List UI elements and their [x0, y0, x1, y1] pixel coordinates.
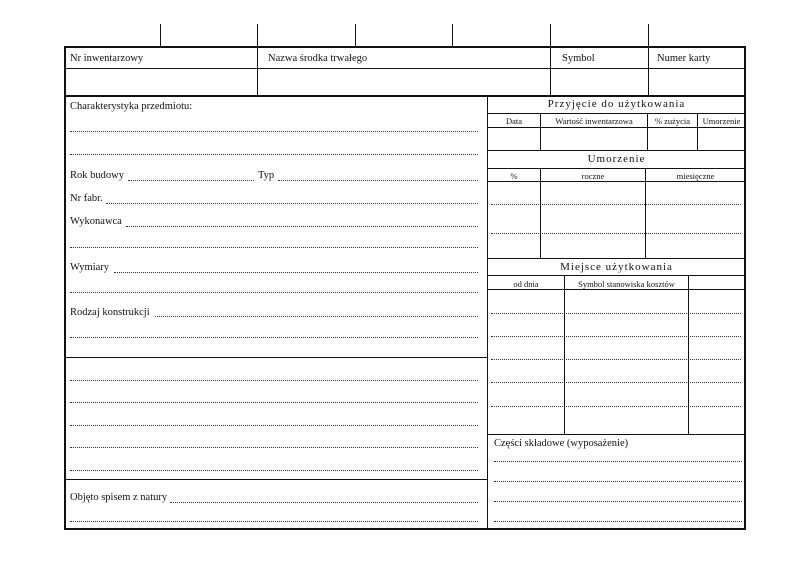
location-col-divider: [688, 275, 689, 434]
characteristics-line[interactable]: [70, 154, 478, 155]
asset-name-label: Nazwa środka trwałego: [268, 53, 368, 64]
location-col-from-date: od dnia: [513, 279, 539, 289]
notes-line[interactable]: [70, 470, 478, 471]
top-tick: [355, 24, 356, 46]
location-title-line: [488, 275, 745, 276]
acceptance-col-value: Wartość inwentarzowa: [555, 116, 633, 126]
top-tick: [257, 24, 258, 46]
components-line[interactable]: [494, 501, 742, 502]
construction-type-label: Rodzaj konstrukcji: [70, 307, 150, 318]
acceptance-date-field[interactable]: [489, 128, 539, 149]
top-tick: [550, 24, 551, 46]
location-row-line[interactable]: [491, 336, 741, 337]
construction-type-line[interactable]: [70, 337, 478, 338]
location-row-line[interactable]: [491, 406, 741, 407]
symbol-field[interactable]: [551, 69, 647, 94]
dimensions-field[interactable]: [114, 272, 478, 273]
dimensions-line[interactable]: [70, 292, 478, 293]
depreciation-row-line[interactable]: [491, 233, 741, 234]
depreciation-header-line: [488, 181, 745, 182]
inventory-footer-field[interactable]: [170, 502, 478, 503]
acceptance-title-line: [488, 113, 745, 114]
depreciation-bottom: [488, 258, 745, 259]
symbol-label: Symbol: [562, 53, 595, 64]
contractor-line[interactable]: [70, 247, 478, 248]
notes-line[interactable]: [70, 447, 478, 448]
components-line[interactable]: [494, 481, 742, 482]
location-row-line[interactable]: [491, 382, 741, 383]
components-label: Części składowe (wyposażenie): [494, 438, 629, 449]
depreciation-col-divider: [645, 168, 646, 258]
asset-name-field[interactable]: [258, 69, 549, 94]
location-title: Miejsce użytkowania: [560, 261, 673, 273]
acceptance-col-wear: % zużycia: [654, 116, 691, 126]
factory-no-label: Nr fabr.: [70, 193, 103, 204]
location-col-divider: [564, 275, 565, 434]
acceptance-bottom: [488, 150, 745, 151]
top-tick: [648, 24, 649, 46]
top-tick: [160, 24, 161, 46]
type-label: Typ: [258, 170, 275, 181]
inventory-no-field[interactable]: [66, 69, 256, 94]
construction-type-field[interactable]: [155, 316, 478, 317]
location-bottom: [488, 434, 745, 435]
depreciation-col-percent: %: [510, 171, 518, 181]
factory-no-field[interactable]: [106, 203, 478, 204]
acceptance-col-depreciation: Umorzenie: [702, 116, 741, 126]
depreciation-col-monthly: miesięczne: [676, 171, 715, 181]
acceptance-wear-field[interactable]: [648, 128, 696, 149]
header-bottom: [65, 95, 745, 97]
location-col-cost-symbol: Symbol stanowiska kosztów: [578, 279, 675, 289]
depreciation-title: Umorzenie: [587, 153, 646, 165]
characteristics-label: Charakterystyka przedmiotu:: [70, 101, 193, 112]
top-tick: [452, 24, 453, 46]
left-footer-divider: [65, 479, 487, 480]
dimensions-label: Wymiary: [70, 262, 110, 273]
year-built-label: Rok budowy: [70, 170, 124, 181]
notes-line[interactable]: [70, 380, 478, 381]
depreciation-col-annual: roczne: [581, 171, 605, 181]
depreciation-title-line: [488, 168, 745, 169]
acceptance-title: Przyjęcie do użytkowania: [547, 98, 686, 110]
left-section-divider: [65, 357, 487, 358]
notes-line[interactable]: [70, 425, 478, 426]
acceptance-col-date: Data: [505, 116, 523, 126]
inventory-footer-label: Objęto spisem z natury: [70, 492, 168, 503]
card-no-label: Numer karty: [657, 53, 711, 64]
contractor-label: Wykonawca: [70, 216, 122, 227]
depreciation-col-divider: [540, 168, 541, 258]
acceptance-depreciation-field[interactable]: [698, 128, 744, 149]
card-no-field[interactable]: [649, 69, 744, 94]
location-row-line[interactable]: [491, 313, 741, 314]
depreciation-row-line[interactable]: [491, 204, 741, 205]
inventory-no-label: Nr inwentarzowy: [70, 53, 144, 64]
components-line[interactable]: [494, 461, 742, 462]
year-built-field[interactable]: [128, 180, 254, 181]
acceptance-value-field[interactable]: [541, 128, 646, 149]
inventory-footer-line[interactable]: [70, 521, 478, 522]
location-header-line: [488, 289, 745, 290]
notes-line[interactable]: [70, 402, 478, 403]
contractor-field[interactable]: [126, 226, 478, 227]
components-line[interactable]: [494, 521, 742, 522]
type-field[interactable]: [278, 180, 478, 181]
characteristics-line[interactable]: [70, 131, 478, 132]
location-row-line[interactable]: [491, 359, 741, 360]
